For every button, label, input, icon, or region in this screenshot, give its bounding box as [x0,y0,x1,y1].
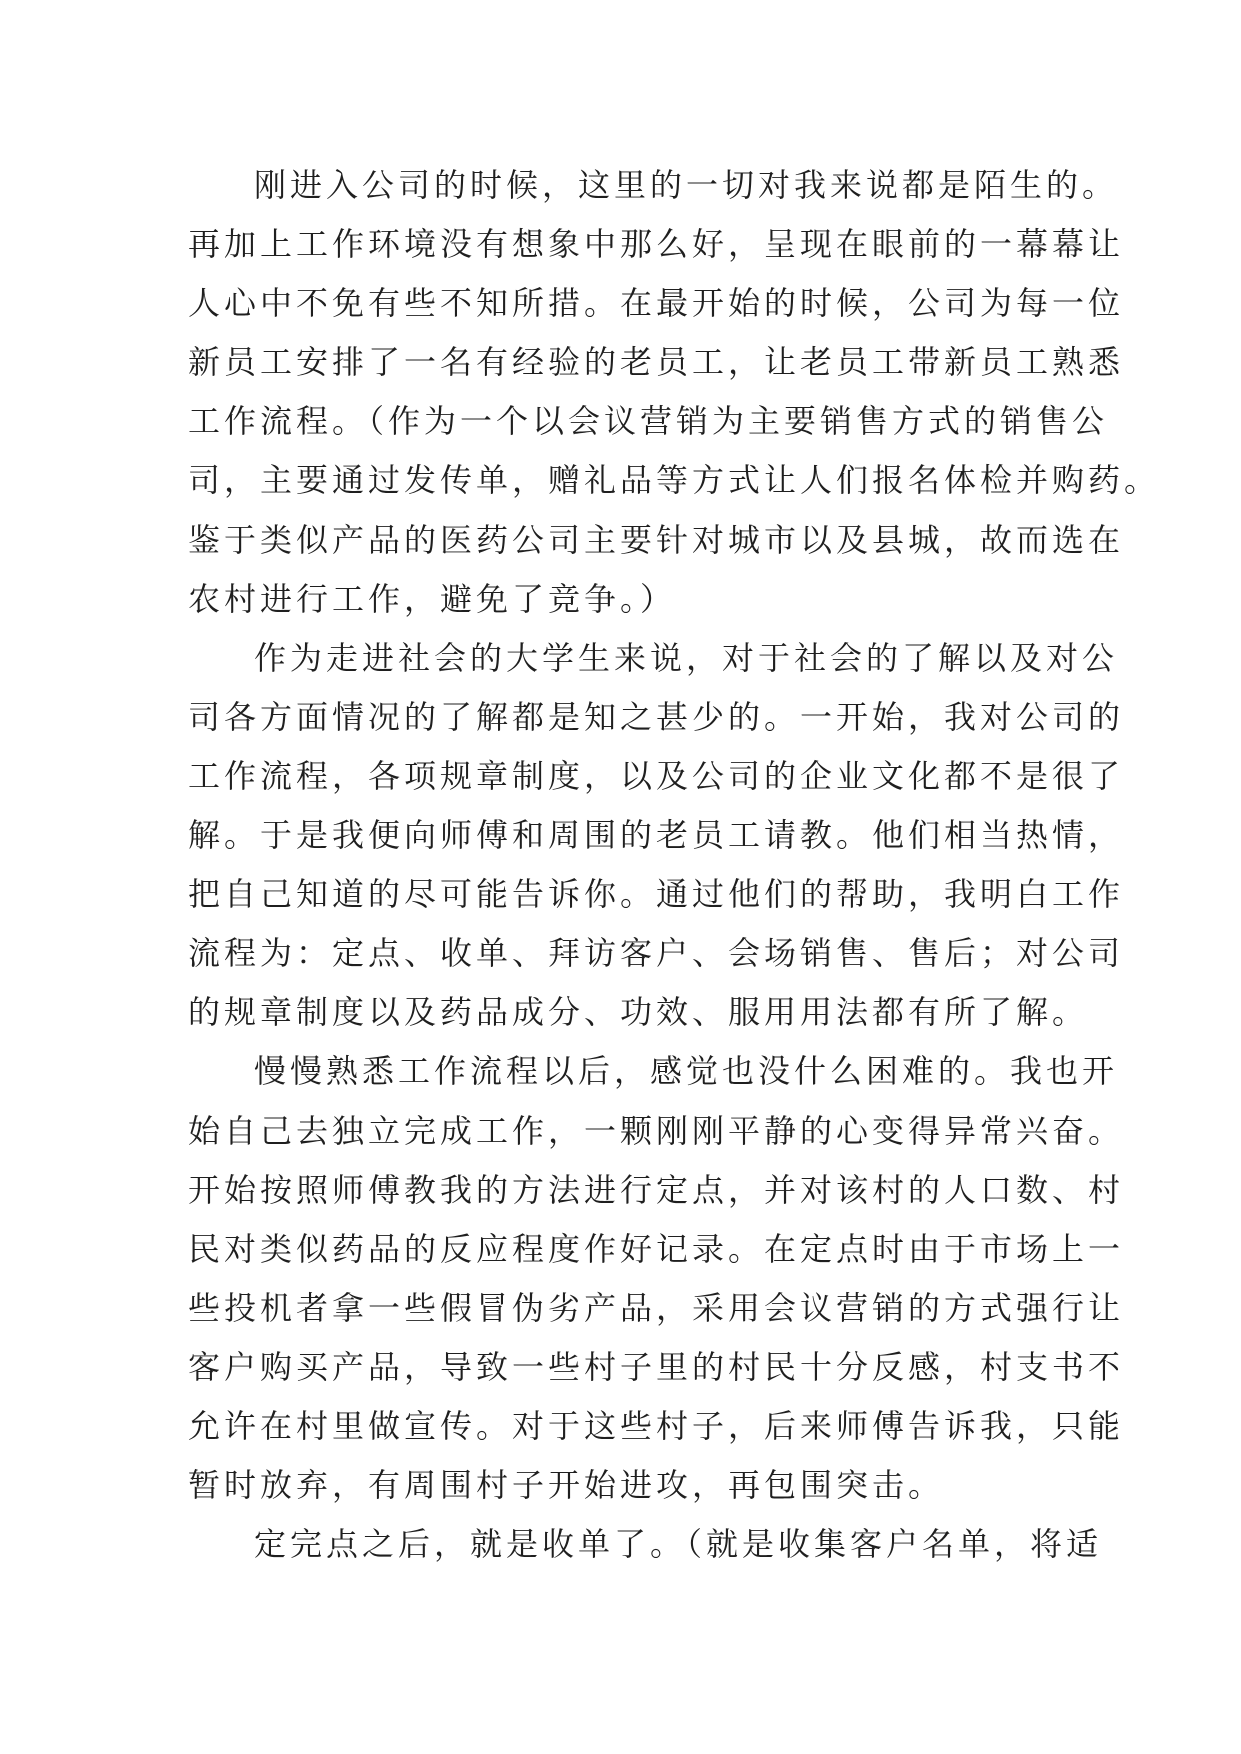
text-line: 开始按照师傅教我的方法进行定点，并对该村的人口数、村 [188,1170,1125,1209]
text-line: 司各方面情况的了解都是知之甚少的。一开始，我对公司的 [188,697,1125,736]
text-line: 工作流程，各项规章制度，以及公司的企业文化都不是很了 [188,756,1125,795]
text-line: 允许在村里做宣传。对于这些村子，后来师傅告诉我，只能 [188,1406,1125,1445]
text-line: 工作流程。（作为一个以会议营销为主要销售方式的销售公 [188,402,1109,441]
text-line: 流程为：定点、收单、拜访客户、会场销售、售后；对公司 [188,934,1125,973]
text-line: 人心中不免有些不知所措。在最开始的时候，公司为每一位 [188,284,1125,323]
text-line: 慢慢熟悉工作流程以后，感觉也没什么困难的。我也开 [254,1052,1119,1091]
text-line: 始自己去独立完成工作，一颗刚刚平静的心变得异常兴奋。 [188,1111,1125,1150]
text-line: 定完点之后，就是收单了。（就是收集客户名单，将适 [254,1525,1103,1564]
text-line: 些投机者拿一些假冒伪劣产品，采用会议营销的方式强行让 [188,1288,1125,1327]
body-text [188,156,1161,1574]
text-line: 民对类似药品的反应程度作好记录。在定点时由于市场上一 [188,1229,1125,1268]
text-line: 暂时放弃，有周围村子开始进攻，再包围突击。 [188,1466,945,1505]
text-line: 再加上工作环境没有想象中那么好，呈现在眼前的一幕幕让 [188,225,1125,264]
text-line: 刚进入公司的时候，这里的一切对我来说都是陌生的。 [254,166,1119,204]
text-line: 的规章制度以及药品成分、功效、服用用法都有所了解。 [188,993,1089,1032]
text-line: 司，主要通过发传单，赠礼品等方式让人们报名体检并购药。 [188,461,1161,500]
text-line: 新员工安排了一名有经验的老员工，让老员工带新员工熟悉 [188,343,1125,382]
text-line: 鉴于类似产品的医药公司主要针对城市以及县城，故而选在 [188,520,1125,559]
text-line: 客户购买产品，导致一些村子里的村民十分反感，村支书不 [188,1347,1125,1386]
text-line: 把自己知道的尽可能告诉你。通过他们的帮助，我明白工作 [188,875,1125,914]
text-line: 解。于是我便向师傅和周围的老员工请教。他们相当热情， [188,816,1125,855]
text-line: 作为走进社会的大学生来说，对于社会的了解以及对公 [254,638,1119,677]
text-line: 农村进行工作，避免了竞争。） [188,579,677,618]
